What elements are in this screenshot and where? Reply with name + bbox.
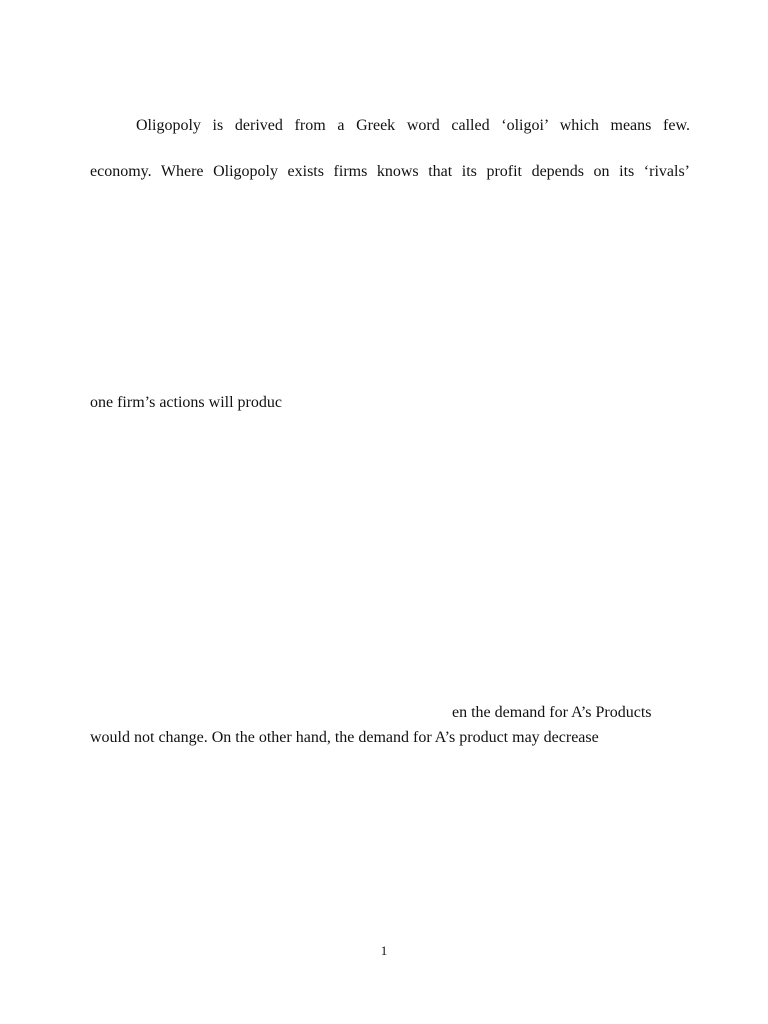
paragraph-line: economy. Where Oligopoly exists firms knows that its profit depends on its ‘rivals’ [90, 163, 690, 180]
page-number: 1 [380, 943, 388, 958]
paragraph-line: one firm’s actions will produc [90, 394, 282, 411]
paragraph-line: Oligopoly is derived from a Greek word called ‘oligoi’ which means few. [136, 117, 690, 134]
paragraph-line: would not change. On the other hand, the demand for A’s product may decrease [90, 729, 599, 746]
paragraph-line: en the demand for A’s Products [452, 704, 652, 721]
